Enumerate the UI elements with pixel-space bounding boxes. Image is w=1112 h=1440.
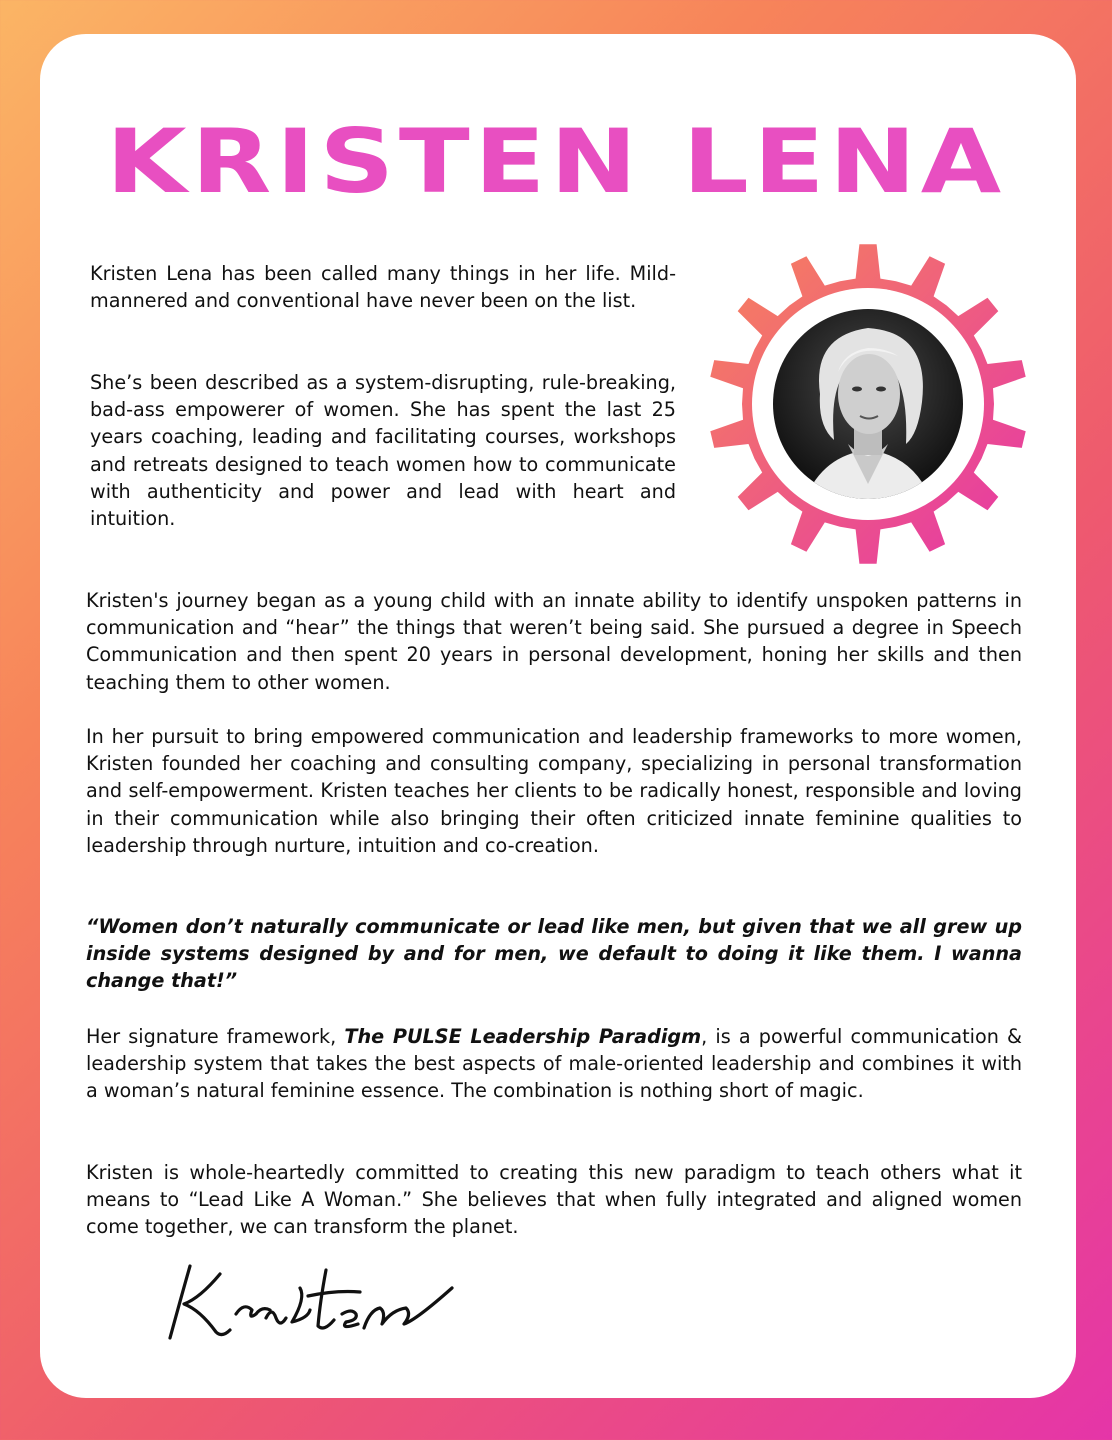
- bio-paragraph-journey: Kristen's journey began as a young child with an innate ability to identify unspoken patterns in communication and “hear” the things that weren’t being said. She pursued a degree in Speech Communication and then spent 20 years in personal development, honing her skills and then teaching them to other women.: [86, 589, 1022, 694]
- bio-paragraph-intro: Kristen Lena has been called many things in her life. Mild-mannered and conventional have never been on the list.: [90, 262, 676, 313]
- bio-paragraph-description: She’s been described as a system-disrupting, rule-breaking, bad-ass empowerer of women. She has spent the last 25 years coaching, leading and facilitating courses, workshops and retreats designed to teach women how to communicate with authenticity and power and lead with heart and intuition.: [90, 371, 676, 531]
- profile-badge: [708, 244, 1028, 564]
- framework-description-text: , is a powerful communication & leadership system that takes the best aspects of male-oriented leadership and combines it with a woman’s natural feminine essence. The combination is nothing short of magic.: [86, 1025, 1022, 1103]
- bio-paragraph-commitment: Kristen is whole-heartedly committed to creating this new paradigm to teach others what it means to “Lead Like A Woman.” She believes that when fully integrated and aligned women come together, we can transform the planet.: [86, 1161, 1022, 1239]
- signature: [160, 1258, 480, 1348]
- bio-paragraph-framework: [86, 1023, 1022, 1105]
- quote-paragraph: “Women don’t naturally communicate or lead like men, but given that we all grew up inside systems designed by and for men, we default to doing it like them. I wanna change that!”: [86, 915, 1022, 993]
- page-title: KRISTEN LENA: [106, 110, 1006, 213]
- framework-intro-text: Her signature framework,: [86, 1025, 345, 1048]
- framework-name: The PULSE Leadership Paradigm: [344, 1025, 702, 1048]
- bio-paragraph-company: In her pursuit to bring empowered communication and leadership frameworks to more women, Kristen founded her coaching and consulting company, specializing in personal transformation and self-empowerment. Kristen teaches her clients to be radically honest, responsible and loving in their communication while also bringing their often criticized innate feminine qualities to leadership through nurture, intuition and co-creation.: [86, 725, 1022, 857]
